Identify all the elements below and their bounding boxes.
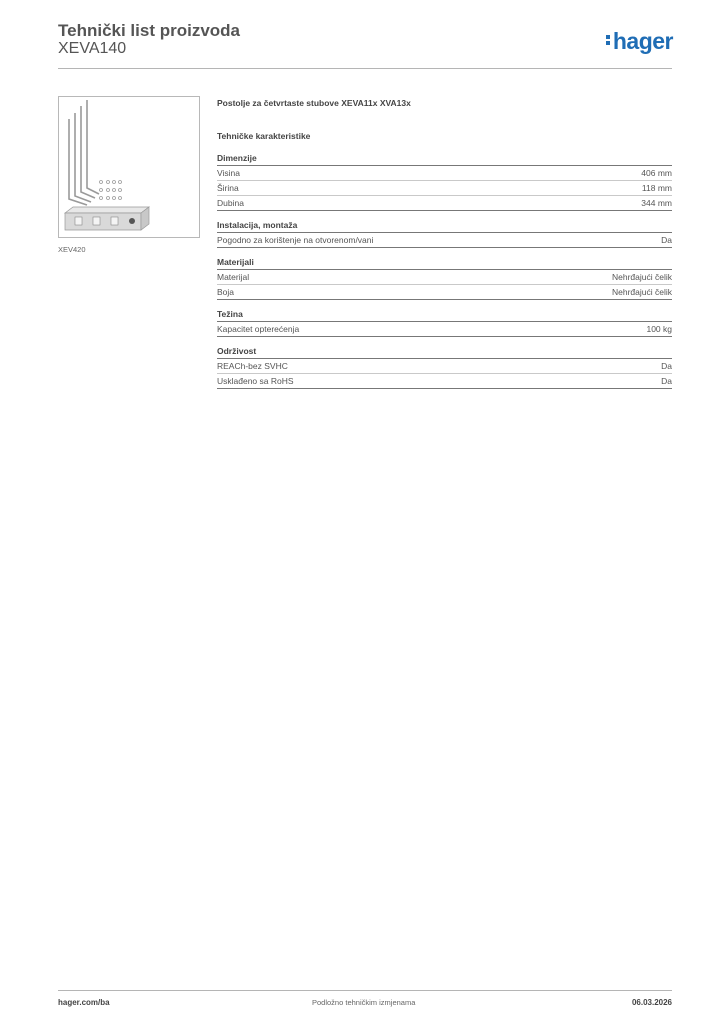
hager-logo [606, 28, 673, 55]
header-divider [58, 68, 672, 69]
spec-row [217, 359, 672, 374]
spec-group [217, 345, 672, 389]
spec-label: Usklađeno sa RoHS [217, 376, 294, 386]
spec-group [217, 308, 672, 337]
spec-row [217, 166, 672, 181]
spec-content [217, 97, 672, 389]
spec-row [217, 322, 672, 337]
page-title: Tehnički list proizvoda [58, 21, 240, 40]
spec-label: Boja [217, 287, 235, 297]
spec-label: Kapacitet opterećenja [217, 324, 300, 334]
spec-label: Pogodno za korištenje na otvorenom/vani [217, 235, 374, 245]
spec-value: Da [661, 376, 672, 386]
spec-groups [217, 152, 672, 389]
product-code: XEVA140 [58, 40, 127, 57]
spec-group-title: Težina [217, 308, 672, 322]
footer-date: 06.03.2026 [631, 998, 672, 1007]
spec-label: Materijal [217, 272, 250, 282]
spec-group-title: Instalacija, montaža [217, 219, 672, 233]
spec-value: 344 mm [641, 198, 672, 208]
spec-value: Nehrđajući čelik [612, 272, 672, 282]
product-drawing-icon [59, 97, 199, 237]
spec-group [217, 256, 672, 300]
spec-group [217, 219, 672, 248]
product-description: Postolje za četvrtaste stubove XEVA11x XVA13x [217, 98, 411, 108]
spec-row [217, 270, 672, 285]
spec-row [217, 233, 672, 248]
spec-value: 406 mm [641, 168, 672, 178]
spec-label: Širina [217, 183, 239, 193]
spec-row [217, 181, 672, 196]
spec-label: Dubina [217, 198, 244, 208]
spec-value: 100 kg [646, 324, 672, 334]
spec-row [217, 374, 672, 389]
section-heading: Tehničke karakteristike [217, 131, 311, 141]
spec-value: Da [661, 361, 672, 371]
product-image [58, 96, 200, 238]
image-caption: XEV420 [58, 245, 86, 254]
spec-row [217, 285, 672, 300]
footer-divider [58, 990, 672, 991]
spec-group-title: Održivost [217, 345, 672, 359]
footer-website: hager.com/ba [58, 998, 110, 1007]
spec-group [217, 152, 672, 211]
spec-label: REACh-bez SVHC [217, 361, 288, 371]
spec-value: Da [661, 235, 672, 245]
logo-dots-icon [606, 33, 611, 47]
spec-value: 118 mm [641, 183, 672, 193]
logo-text: hager [612, 28, 673, 54]
spec-row [217, 196, 672, 211]
footer-note: Podložno tehničkim izmjenama [312, 998, 416, 1007]
spec-group-title: Dimenzije [217, 152, 672, 166]
spec-value: Nehrđajući čelik [612, 287, 672, 297]
spec-label: Visina [217, 168, 240, 178]
spec-group-title: Materijali [217, 256, 672, 270]
